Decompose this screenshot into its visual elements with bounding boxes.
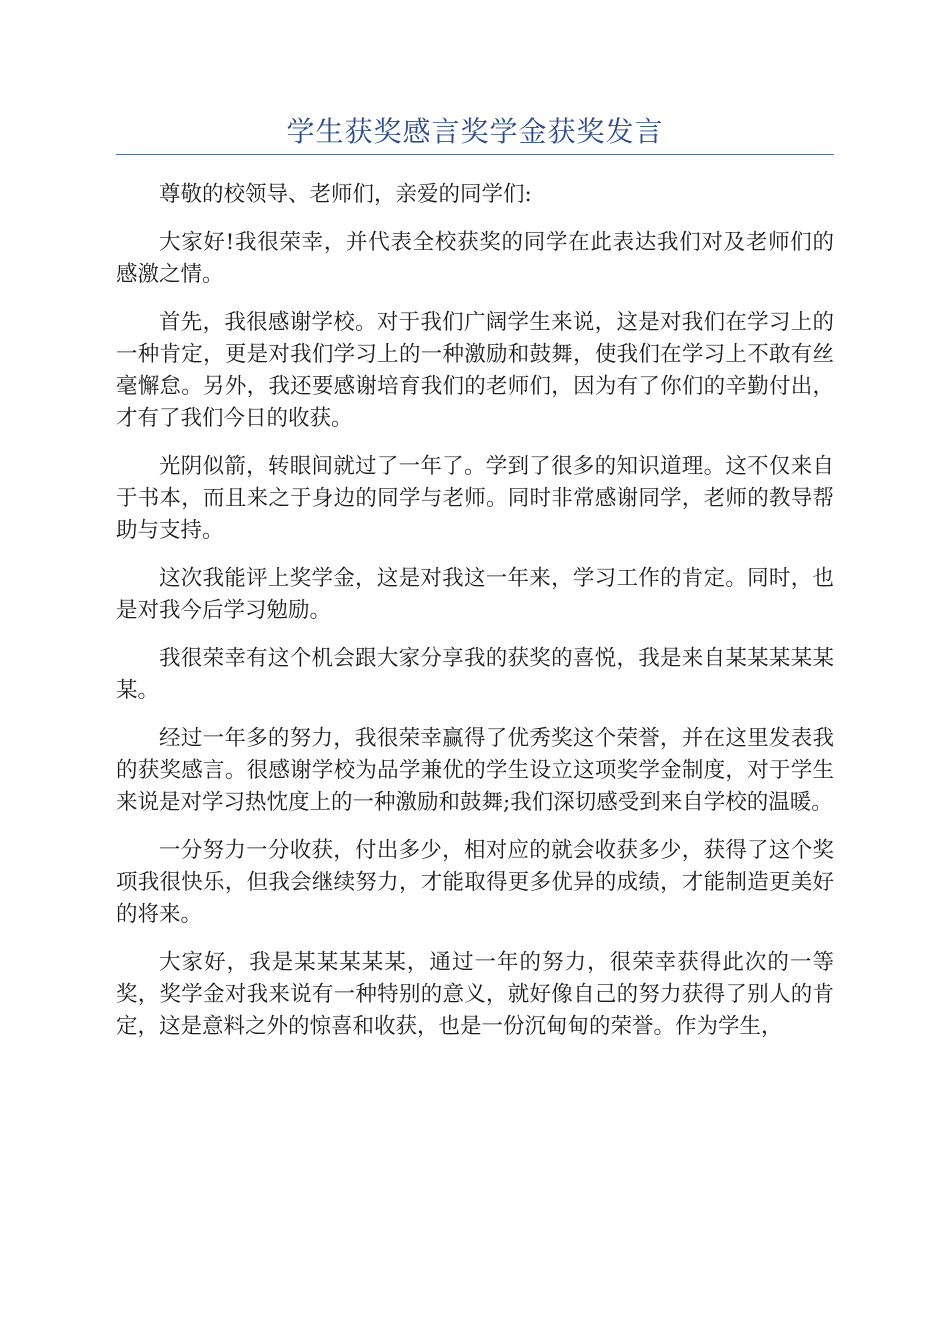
paragraph: 这次我能评上奖学金，这是对我这一年来，学习工作的肯定。同时，也是对我今后学习勉励。 — [116, 566, 834, 623]
paragraph: 大家好!我很荣幸，并代表全校获奖的同学在此表达我们对及老师们的感激之情。 — [116, 230, 834, 287]
paragraph: 光阴似箭，转眼间就过了一年了。学到了很多的知识道理。这不仅来自于书本，而且来之于身边的同学与老师。同时非常感谢同学，老师的教导帮助与支持。 — [116, 454, 834, 543]
paragraph: 大家好，我是某某某某某，通过一年的努力，很荣幸获得此次的一等奖，奖学金对我来说有一种特别的意义，就好像自己的努力获得了别人的肯定，这是意料之外的惊喜和收获，也是一份沉甸甸的荣誉。作为学生， — [116, 950, 834, 1039]
title-underline — [116, 154, 834, 155]
paragraph: 我很荣幸有这个机会跟大家分享我的获奖的喜悦，我是来自某某某某某某。 — [116, 646, 834, 703]
document-body — [116, 179, 834, 1059]
paragraph: 首先，我很感谢学校。对于我们广阔学生来说，这是对我们在学习上的一种肯定，更是对我们学习上的一种激励和鼓舞，使我们在学习上不敢有丝毫懈怠。另外，我还要感谢培育我们的老师们，因为有了你们的辛勤付出，才有了我们今日的收获。 — [116, 310, 834, 431]
paragraph: 一分努力一分收获，付出多少，相对应的就会收获多少，获得了这个奖项我很快乐，但我会继续努力，才能取得更多优异的成绩，才能制造更美好的将来。 — [116, 838, 834, 927]
document-title: 学生获奖感言奖学金获奖发言 — [286, 115, 664, 148]
paragraph: 经过一年多的努力，我很荣幸赢得了优秀奖这个荣誉，并在这里发表我的获奖感言。很感谢学校为品学兼优的学生设立这项奖学金制度，对于学生来说是对学习热忱度上的一种激励和鼓舞;我们深切感受到来自学校的温暖。 — [116, 726, 834, 815]
paragraph-salutation: 尊敬的校领导、老师们，亲爱的同学们: — [159, 182, 532, 207]
